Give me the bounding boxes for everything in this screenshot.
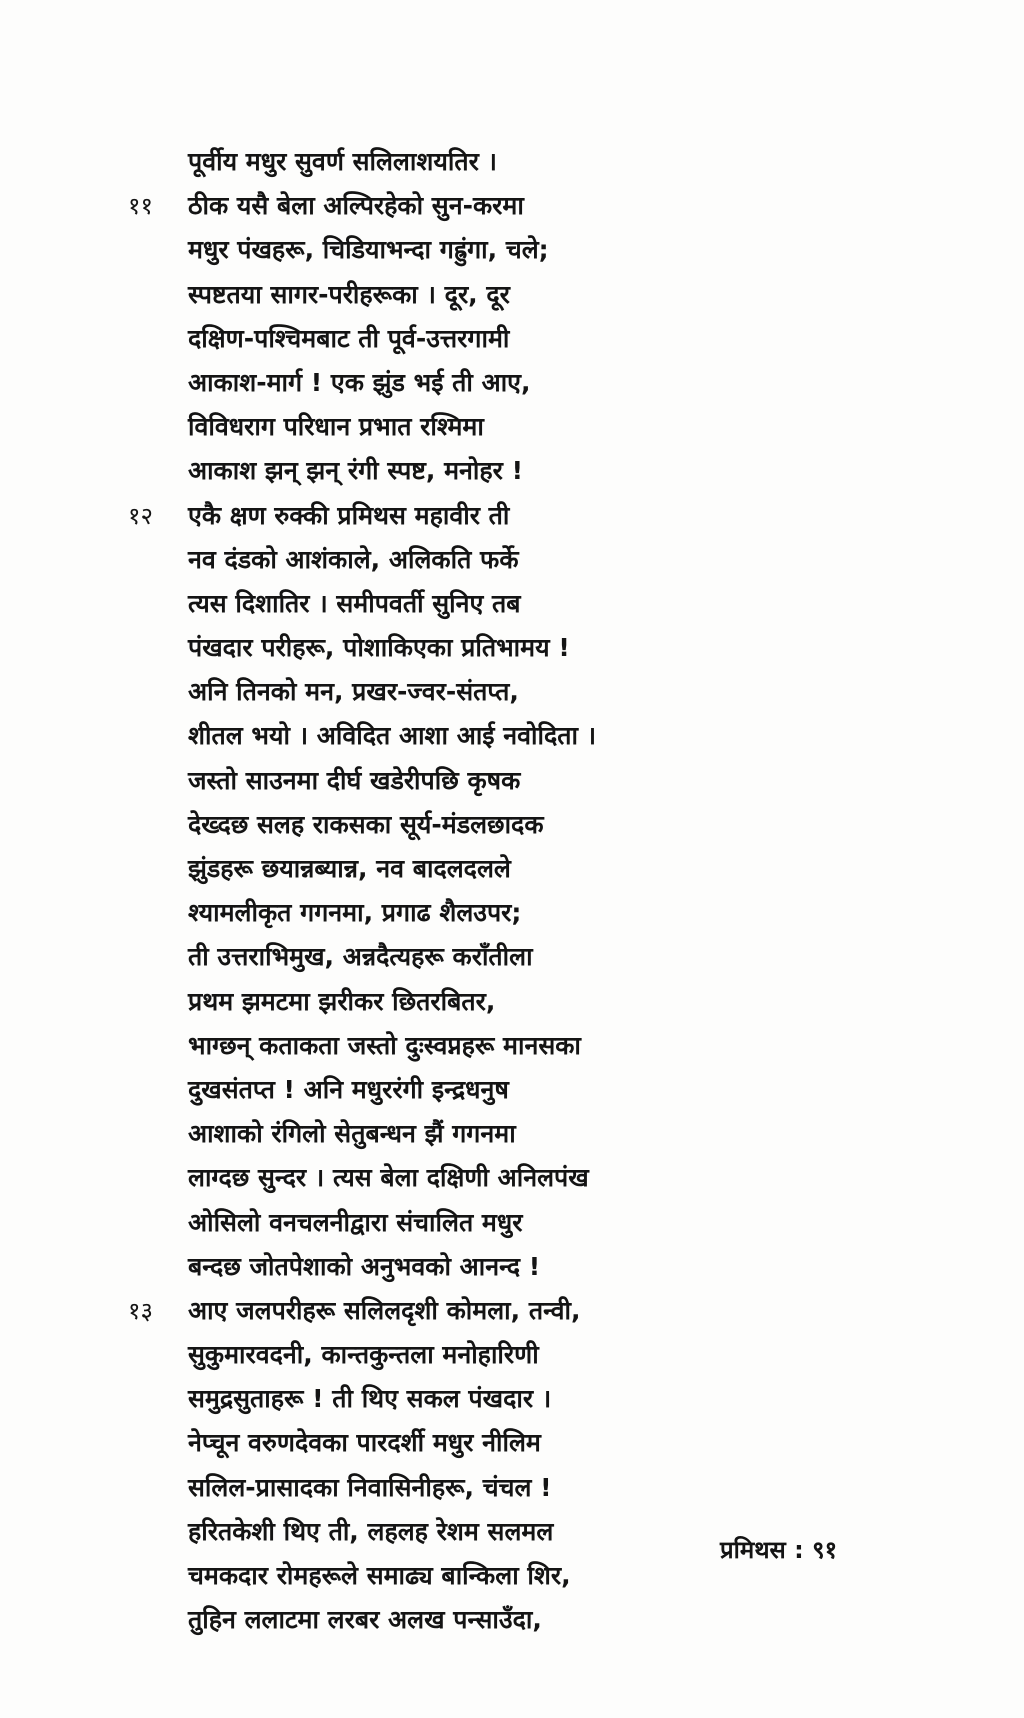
- verse-line: [128, 140, 888, 184]
- verse-text: त्यस दिशातिर । समीपवर्ती सुनिए तब: [188, 588, 521, 618]
- verse-line: [128, 626, 888, 670]
- verse-line: [128, 228, 888, 272]
- verse-text: देख्दछ सलह राकसका सूर्य-मंडलछादक: [188, 809, 544, 839]
- verse-text: जस्तो साउनमा दीर्घ खडेरीपछि कृषक: [188, 765, 521, 795]
- verse-line: [128, 184, 888, 228]
- verse-line: [128, 449, 888, 493]
- verse-line: [128, 980, 888, 1024]
- verse-line: [128, 494, 888, 538]
- verse-text: दक्षिण-पश्चिमबाट ती पूर्व-उत्तरगामी: [188, 323, 510, 353]
- verse-text: ओसिलो वनचलनीद्वारा संचालित मधुर: [188, 1207, 523, 1237]
- verse-line: [128, 803, 888, 847]
- verse-line: [128, 361, 888, 405]
- verse-line: [128, 1289, 888, 1333]
- verse-line: [128, 1201, 888, 1245]
- verse-text: सुकुमारवदनी, कान्तकुन्तला मनोहारिणी: [188, 1340, 539, 1370]
- verse-text: लाग्दछ सुन्दर । त्यस बेला दक्षिणी अनिलपंख: [188, 1163, 589, 1193]
- verse-text: ठीक यसै बेला अल्पिरहेको सुन-करमा: [188, 191, 524, 221]
- verse-text: ती उत्तराभिमुख, अन्नदैत्यहरू कराँतीला: [188, 942, 533, 972]
- verse-line: [128, 1245, 888, 1289]
- verse-line: [128, 538, 888, 582]
- verse-line: [128, 847, 888, 891]
- verse-text: अनि तिनको मन, प्रखर-ज्वर-संतप्त,: [188, 677, 519, 707]
- verse-line: [128, 1377, 888, 1421]
- verse-line: [128, 1598, 888, 1642]
- verse-line: [128, 405, 888, 449]
- verse-text: आकाश-मार्ग ! एक झुंड भई ती आए,: [188, 367, 531, 397]
- verse-text: एकै क्षण रुक्की प्रमिथस महावीर ती: [188, 500, 510, 530]
- verse-line: [128, 714, 888, 758]
- verse-text: मधुर पंखहरू, चिडियाभन्दा गह्रुंगा, चले;: [188, 235, 549, 265]
- page-footer: प्रमिथस : ९१: [720, 1536, 838, 1564]
- verse-text: आए जलपरीहरू सलिलदृशी कोमला, तन्वी,: [188, 1295, 581, 1325]
- verse-block: [128, 140, 888, 1642]
- verse-line: [128, 582, 888, 626]
- verse-text: दुखसंतप्त ! अनि मधुररंगी इन्द्रधनुष: [188, 1074, 509, 1104]
- verse-line: [128, 1156, 888, 1200]
- verse-text: झुंडहरू छयान्नब्यान्न, नव बादलदलले: [188, 854, 511, 883]
- verse-text: विविधराग परिधान प्रभात रश्मिमा: [188, 412, 484, 442]
- verse-text: चमकदार रोमहरूले समाढ्य बान्किला शिर,: [188, 1561, 571, 1590]
- verse-line: [128, 1024, 888, 1068]
- verse-text: बन्दछ जोतपेशाको अनुभवको आनन्द !: [188, 1251, 541, 1281]
- verse-text: श्यामलीकृत गगनमा, प्रगाढ शैलउपर;: [188, 898, 522, 928]
- verse-line: [128, 1068, 888, 1112]
- verse-line: [128, 759, 888, 803]
- verse-text: आशाको रंगिलो सेतुबन्धन झैं गगनमा: [188, 1119, 516, 1149]
- verse-line: [128, 273, 888, 317]
- verse-text: सलिल-प्रासादका निवासिनीहरू, चंचल !: [188, 1472, 552, 1502]
- verse-line: [128, 935, 888, 979]
- stanza-number: १२: [128, 501, 153, 530]
- verse-text: शीतल भयो । अविदित आशा आई नवोदिता ।: [188, 721, 597, 751]
- stanza-number: १३: [128, 1296, 153, 1325]
- verse-line: [128, 891, 888, 935]
- verse-text: नव दंडको आशंकाले, अलिकति फर्के: [188, 544, 519, 574]
- verse-line: [128, 1421, 888, 1465]
- verse-line: [128, 670, 888, 714]
- verse-text: आकाश झन् झन् रंगी स्पष्ट, मनोहर !: [188, 456, 523, 486]
- verse-text: भाग्छन् कताकता जस्तो दुःस्वप्नहरू मानसका: [188, 1030, 581, 1060]
- verse-text: नेप्चून वरुणदेवका पारदर्शी मधुर नीलिम: [188, 1428, 541, 1458]
- verse-text: स्पष्टतया सागर-परीहरूका । दूर, दूर: [188, 279, 510, 309]
- verse-line: [128, 1333, 888, 1377]
- verse-text: समुद्रसुताहरू ! ती थिए सकल पंखदार ।: [188, 1384, 552, 1414]
- stanza-number: ११: [128, 192, 153, 221]
- verse-text: तुहिन ललाटमा लरबर अलख पन्साउँदा,: [188, 1605, 542, 1635]
- verse-line: [128, 1112, 888, 1156]
- verse-text: पंखदार परीहरू, पोशाकिएका प्रतिभामय !: [188, 633, 570, 663]
- verse-line: [128, 317, 888, 361]
- verse-text: हरितकेशी थिए ती, लहलह रेशम सलमल: [188, 1516, 554, 1546]
- verse-text: पूर्वीय मधुर सुवर्ण सलिलाशयतिर ।: [188, 147, 497, 176]
- verse-line: [128, 1466, 888, 1510]
- verse-text: प्रथम झमटमा झरीकर छितरबितर,: [188, 986, 496, 1016]
